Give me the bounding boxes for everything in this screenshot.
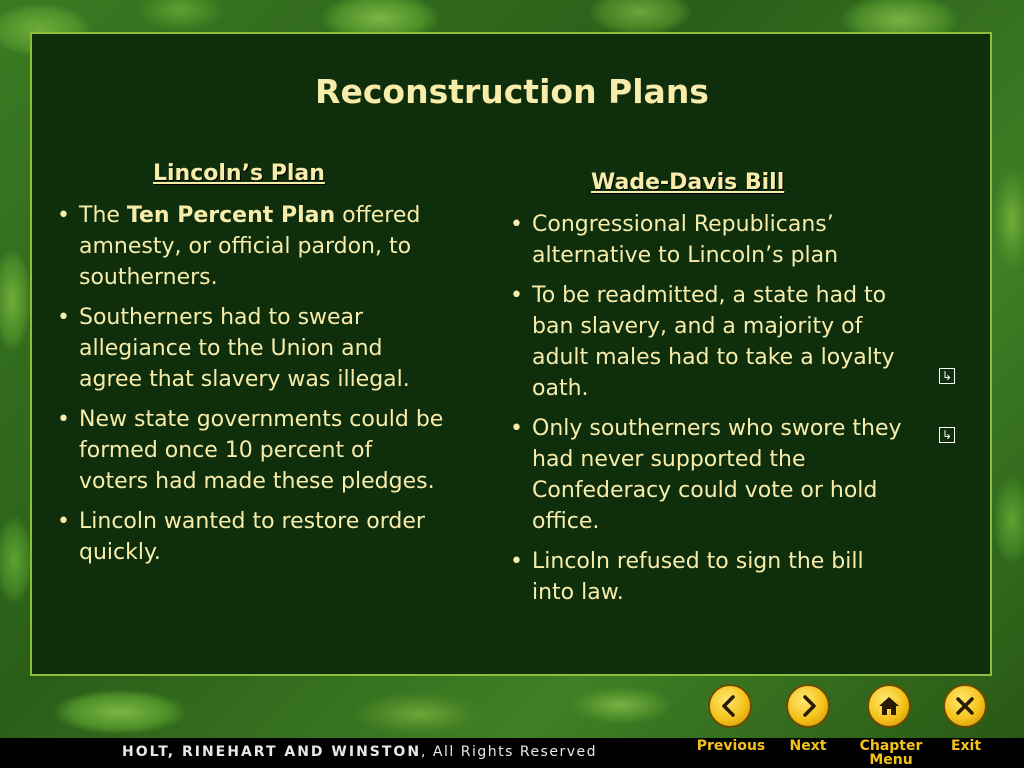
list-item: • Southerners had to swear allegiance to the Union and agree that slavery was illegal. [55,302,445,395]
close-icon [952,693,978,719]
list-item: • Only southerners who swore they had never supported the Confederacy could vote or hold office. [508,413,908,537]
home-icon [876,693,902,719]
list-item: • New state governments could be formed once 10 percent of voters had made these pledges. [55,404,445,497]
next-button[interactable] [786,684,830,728]
lincoln-plan-list [55,200,445,577]
exit-button[interactable] [943,684,987,728]
publisher-name: HOLT, RINEHART AND WINSTON [122,744,422,760]
exit-label[interactable]: Exit [950,738,982,754]
ten-percent-plan-term: Ten Percent Plan [126,203,336,228]
rights-text: , All Rights Reserved [421,744,598,760]
link-marker-icon[interactable]: ↳ [939,368,955,384]
chapter-label: Chapter [859,738,923,754]
arrow-right-icon [795,693,821,719]
bullet-text: The [79,203,127,228]
copyright [122,744,597,760]
list-item: • Congressional Republicans’ alternative to Lincoln’s plan [508,209,908,271]
menu-label: Menu [869,752,913,768]
previous-label[interactable]: Previous [696,738,766,754]
next-label[interactable]: Next [789,738,827,754]
wade-davis-list [508,209,908,617]
previous-button[interactable] [708,684,752,728]
link-marker-icon[interactable]: ↳ [939,427,955,443]
slide-title: Reconstruction Plans [315,72,709,111]
list-item: • To be readmitted, a state had to ban slavery, and a majority of adult males had to take a loyalty oath. [508,280,908,404]
lincoln-plan-heading: Lincoln’s Plan [153,161,325,186]
bullet-text: offered amnesty, or official pardon, to southerners. [79,203,421,290]
wade-davis-heading: Wade-Davis Bill [591,170,785,195]
chapter-menu-label[interactable] [853,739,929,767]
list-item [55,200,445,293]
chapter-menu-button[interactable] [867,684,911,728]
list-item: • Lincoln refused to sign the bill into law. [508,546,908,608]
arrow-left-icon [717,693,743,719]
list-item: • Lincoln wanted to restore order quickly. [55,506,445,568]
